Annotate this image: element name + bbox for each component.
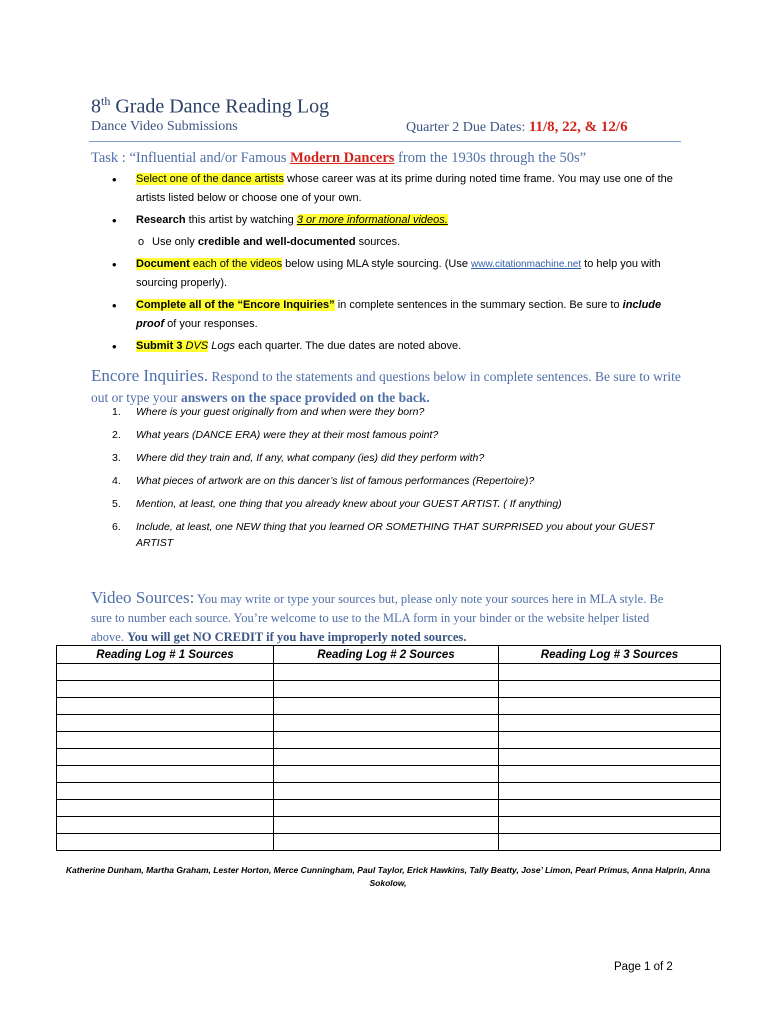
source-cell[interactable] bbox=[499, 766, 721, 783]
table-row bbox=[57, 715, 721, 732]
task-item-research: • Research this artist by watching 3 or more informational videos. bbox=[112, 211, 682, 230]
source-cell[interactable] bbox=[499, 664, 721, 681]
source-cell[interactable] bbox=[57, 732, 274, 749]
source-cell[interactable] bbox=[57, 800, 274, 817]
source-cell[interactable] bbox=[499, 834, 721, 851]
task-list bbox=[112, 170, 682, 359]
table-row bbox=[57, 783, 721, 800]
table-row bbox=[57, 766, 721, 783]
page-number: Page 1 of 2 bbox=[614, 961, 673, 973]
question-item: 6. Include, at least, one NEW thing that you learned OR SOMETHING THAT SURPRISED you about your GUEST ARTIST bbox=[112, 521, 655, 549]
source-cell[interactable] bbox=[57, 749, 274, 766]
task-item-complete: • Complete all of the “Encore Inquiries” in complete sentences in the summary section. Be sure to include proof of your responses. bbox=[112, 296, 682, 334]
source-cell[interactable] bbox=[499, 783, 721, 800]
source-cell[interactable] bbox=[274, 749, 499, 766]
sources-heading: Video Sources: You may write or type your sources but, please only note your sources here in MLA style. Be sure to number each source. You’re welcome to use to the MLA form in your binder or the website helper listed above. You will get NO CREDIT if you have improperly noted sources. bbox=[91, 588, 664, 644]
subtitle: Dance Video Submissions bbox=[91, 119, 238, 134]
page-title: 8th Grade Dance Reading Log bbox=[91, 94, 330, 118]
citation-link[interactable]: www.citationmachine.net bbox=[471, 259, 582, 270]
source-cell[interactable] bbox=[57, 698, 274, 715]
question-item: 3. Where did they train and, If any, what company (ies) did they perform with? bbox=[112, 452, 485, 464]
source-cell[interactable] bbox=[274, 800, 499, 817]
source-cell[interactable] bbox=[57, 783, 274, 800]
source-cell[interactable] bbox=[499, 732, 721, 749]
source-cell[interactable] bbox=[274, 766, 499, 783]
question-item: 2. What years (DANCE ERA) were they at their most famous point? bbox=[112, 429, 439, 441]
source-cell[interactable] bbox=[499, 681, 721, 698]
source-cell[interactable] bbox=[499, 749, 721, 766]
source-cell[interactable] bbox=[499, 800, 721, 817]
source-cell[interactable] bbox=[57, 766, 274, 783]
source-cell[interactable] bbox=[57, 681, 274, 698]
task-subitem-sources: o Use only credible and well-documented sources. bbox=[112, 233, 682, 252]
subtitle-row bbox=[91, 119, 681, 135]
table-row bbox=[57, 681, 721, 698]
encore-heading: Encore Inquiries. Respond to the statements and questions below in complete sentences. Be sure to write out or type your answers on the space provided on the back. bbox=[91, 366, 681, 405]
table-header-row bbox=[57, 646, 721, 664]
source-cell[interactable] bbox=[57, 834, 274, 851]
source-cell[interactable] bbox=[274, 698, 499, 715]
source-cell[interactable] bbox=[57, 817, 274, 834]
task-item-select: • Select one of the dance artists whose career was at its prime during noted time frame. You may use one of the artists listed below or choose one of your own. bbox=[112, 170, 682, 208]
question-item: 5. Mention, at least, one thing that you already knew about your GUEST ARTIST. ( If anything) bbox=[112, 498, 562, 510]
table-row bbox=[57, 817, 721, 834]
question-item: 1. Where is your guest originally from and when were they born? bbox=[112, 406, 425, 418]
table-row bbox=[57, 749, 721, 766]
artist-list: Katherine Dunham, Martha Graham, Lester Horton, Merce Cunningham, Paul Taylor, Erick Hawkins, Tally Beatty, Jose’ Limon, Pearl Primus, Anna Halprin, Anna Sokolow, bbox=[65, 865, 711, 888]
task-heading: Task : “Influential and/or Famous Modern Dancers from the 1930s through the 50s” bbox=[91, 150, 587, 166]
table-row bbox=[57, 732, 721, 749]
table-row bbox=[57, 800, 721, 817]
source-cell[interactable] bbox=[57, 664, 274, 681]
source-cell[interactable] bbox=[274, 834, 499, 851]
source-cell[interactable] bbox=[499, 698, 721, 715]
task-item-submit: • Submit 3 DVS Logs each quarter. The due dates are noted above. bbox=[112, 337, 682, 356]
source-cell[interactable] bbox=[57, 715, 274, 732]
source-cell[interactable] bbox=[499, 715, 721, 732]
table-row bbox=[57, 664, 721, 681]
source-cell[interactable] bbox=[274, 715, 499, 732]
source-cell[interactable] bbox=[274, 664, 499, 681]
encore-questions bbox=[112, 404, 682, 558]
table-row bbox=[57, 698, 721, 715]
column-header: Reading Log # 3 Sources bbox=[499, 646, 721, 664]
source-cell[interactable] bbox=[274, 681, 499, 698]
sources-table bbox=[56, 645, 721, 851]
column-header: Reading Log # 2 Sources bbox=[274, 646, 499, 664]
table-row bbox=[57, 834, 721, 851]
question-item: 4. What pieces of artwork are on this dancer’s list of famous performances (Repertoire)? bbox=[112, 475, 535, 487]
source-cell[interactable] bbox=[274, 783, 499, 800]
due-dates: Quarter 2 Due Dates: 11/8, 22, & 12/6 bbox=[406, 119, 628, 135]
column-header: Reading Log # 1 Sources bbox=[57, 646, 274, 664]
source-cell[interactable] bbox=[499, 817, 721, 834]
header-divider bbox=[89, 141, 681, 142]
source-cell[interactable] bbox=[274, 732, 499, 749]
source-cell[interactable] bbox=[274, 817, 499, 834]
task-item-document: • Document each of the videos below using MLA style sourcing. (Use www.citationmachine.net to help you with sourcing properly). bbox=[112, 255, 682, 293]
